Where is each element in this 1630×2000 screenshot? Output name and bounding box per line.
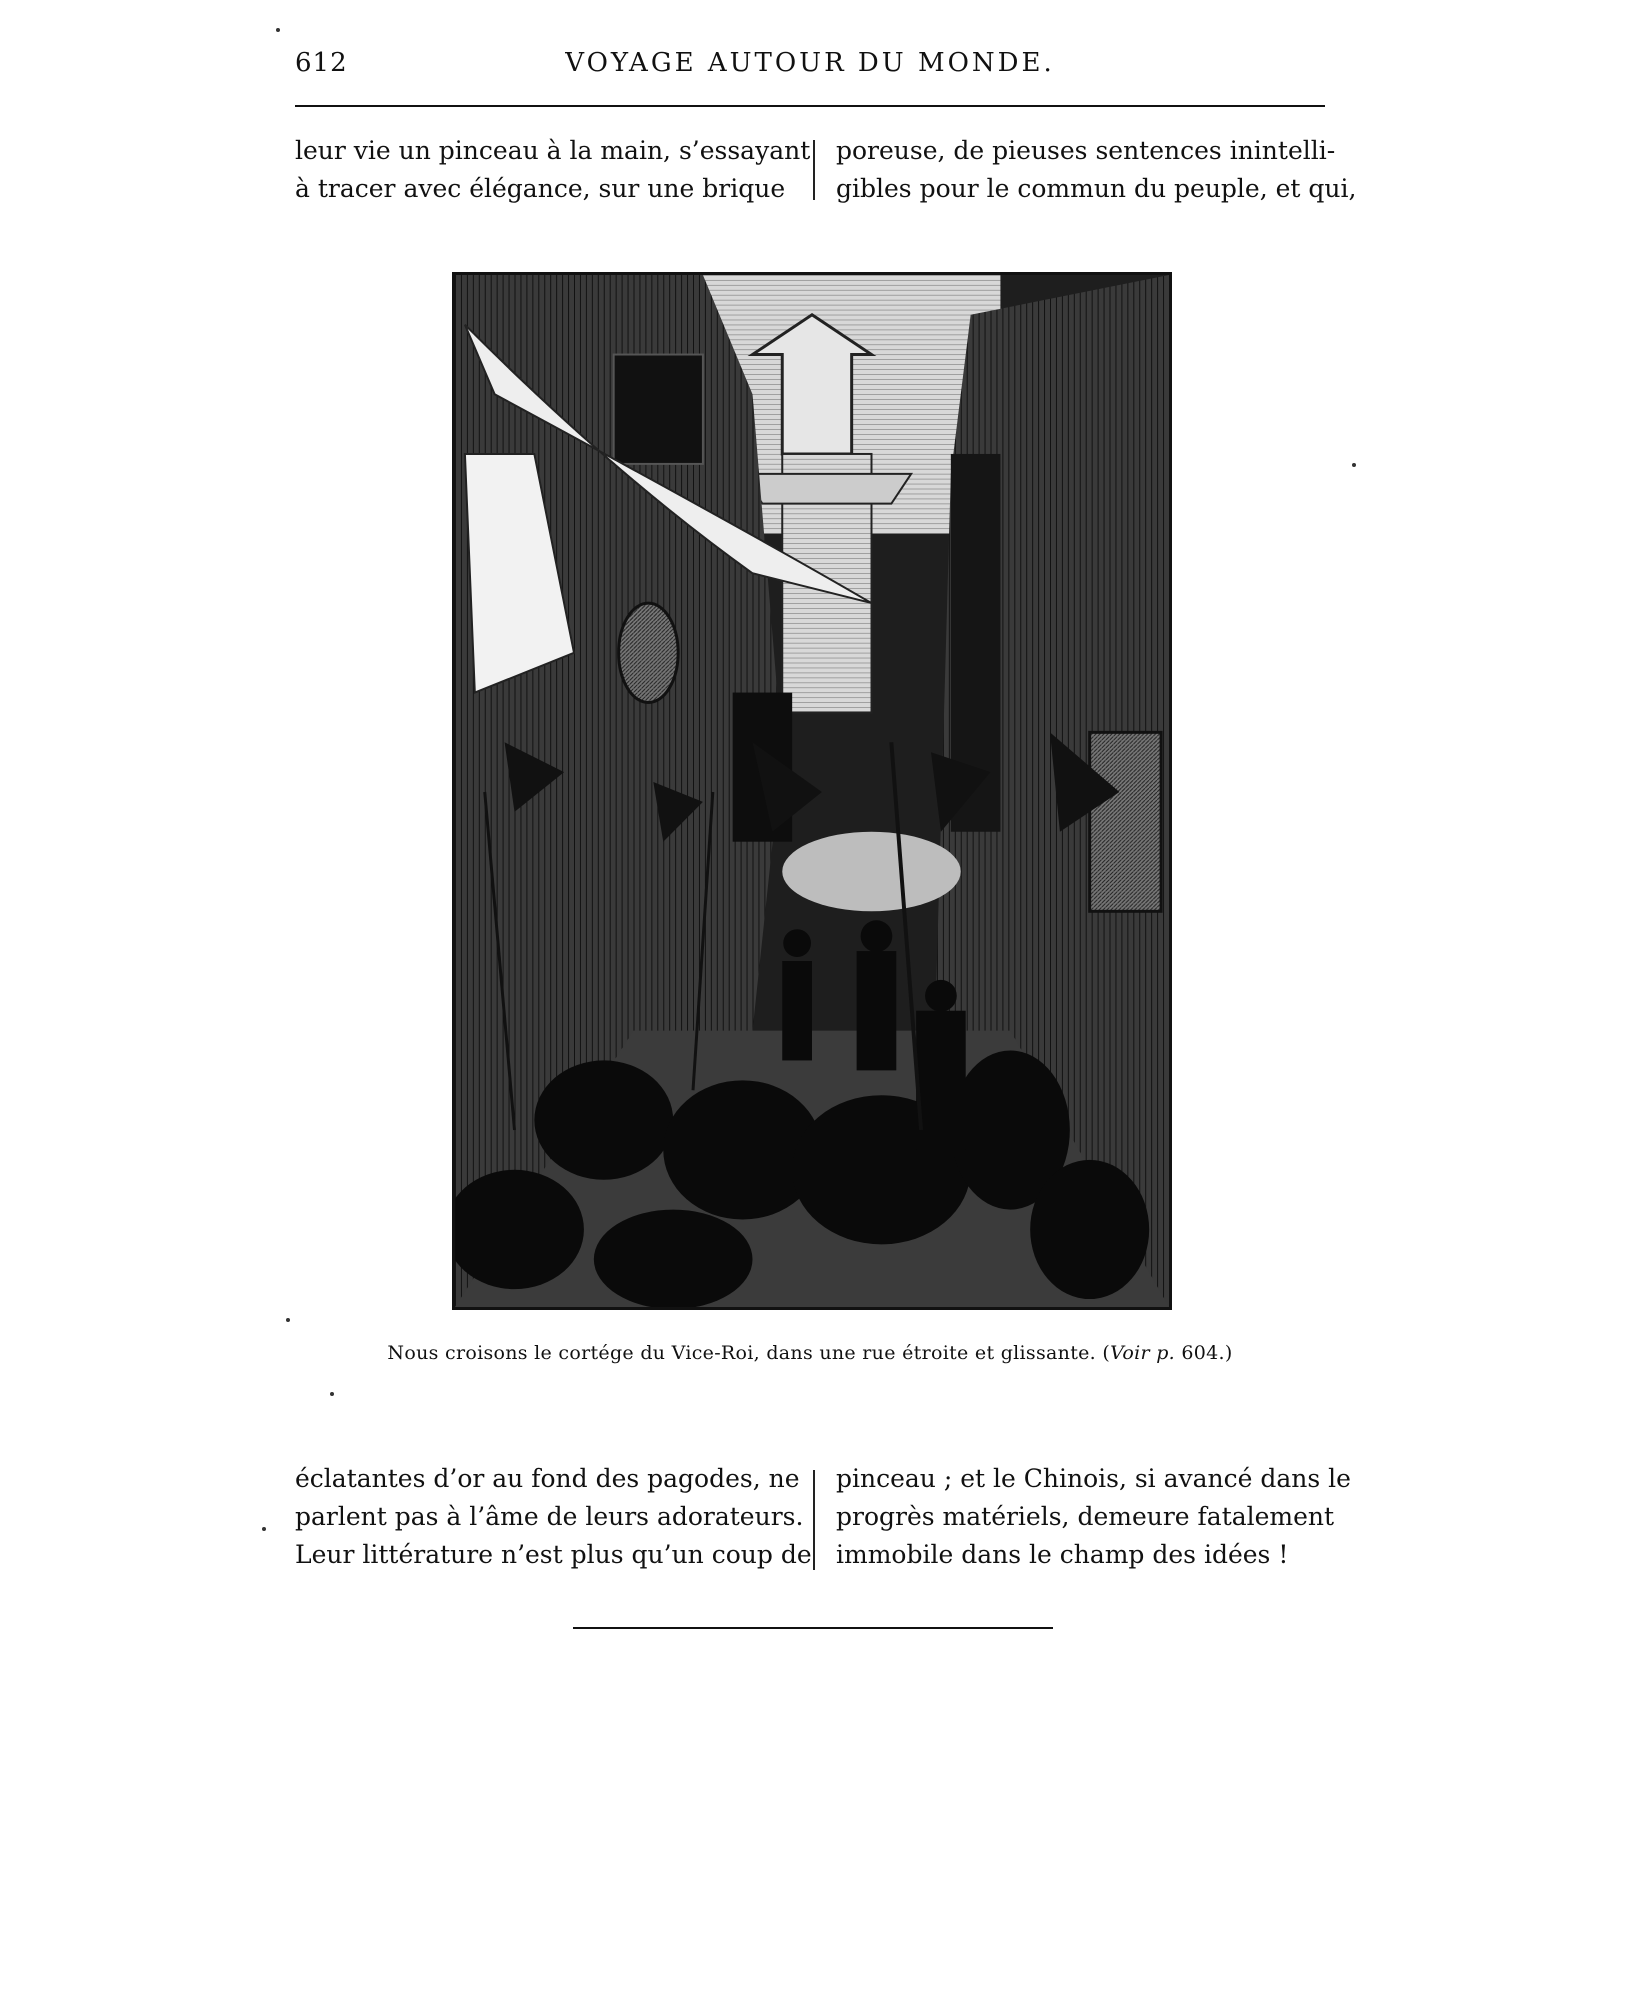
text-line: immobile dans le champ des idées ! <box>836 1540 1289 1569</box>
caption-ref-label: Voir p. <box>1110 1342 1176 1364</box>
street-procession-engraving <box>455 275 1169 1307</box>
figure-caption <box>295 1342 1325 1364</box>
top-left-column <box>295 132 811 208</box>
text-line: pinceau ; et le Chinois, si avancé dans le <box>836 1464 1351 1493</box>
caption-ref-page: 604.) <box>1181 1342 1233 1364</box>
column-rule <box>813 140 815 200</box>
page-number: 612 <box>295 48 348 78</box>
running-header <box>295 48 1325 88</box>
text-line: parlent pas à l’âme de leurs adorateurs. <box>295 1502 804 1531</box>
scan-speck <box>330 1392 334 1396</box>
caption-text: Nous croisons le cortége du Vice-Roi, dans une rue étroite et glissante. <box>387 1342 1097 1364</box>
text-line: leur vie un pinceau à la main, s’essayant <box>295 136 811 165</box>
top-right-column <box>836 132 1357 208</box>
bottom-right-column <box>836 1460 1351 1574</box>
section-end-rule <box>573 1627 1053 1629</box>
text-line: Leur littérature n’est plus qu’un coup de <box>295 1540 812 1569</box>
text-line: à tracer avec élégance, sur une brique <box>295 174 786 203</box>
text-line: éclatantes d’or au fond des pagodes, ne <box>295 1464 800 1493</box>
text-line: poreuse, de pieuses sentences inintelli- <box>836 136 1336 165</box>
scan-speck <box>262 1527 266 1531</box>
scan-speck <box>1352 463 1356 467</box>
text-line: gibles pour le commun du peuple, et qui, <box>836 174 1357 203</box>
scan-speck <box>286 1318 290 1322</box>
running-title: VOYAGE AUTOUR DU MONDE. <box>565 48 1055 78</box>
caption-ref-open: ( <box>1102 1342 1111 1364</box>
text-line: progrès matériels, demeure fatalement <box>836 1502 1335 1531</box>
header-rule <box>295 105 1325 107</box>
scan-speck <box>276 28 280 32</box>
column-rule <box>813 1470 815 1570</box>
engraving-illustration <box>452 272 1172 1310</box>
bottom-left-column <box>295 1460 812 1574</box>
